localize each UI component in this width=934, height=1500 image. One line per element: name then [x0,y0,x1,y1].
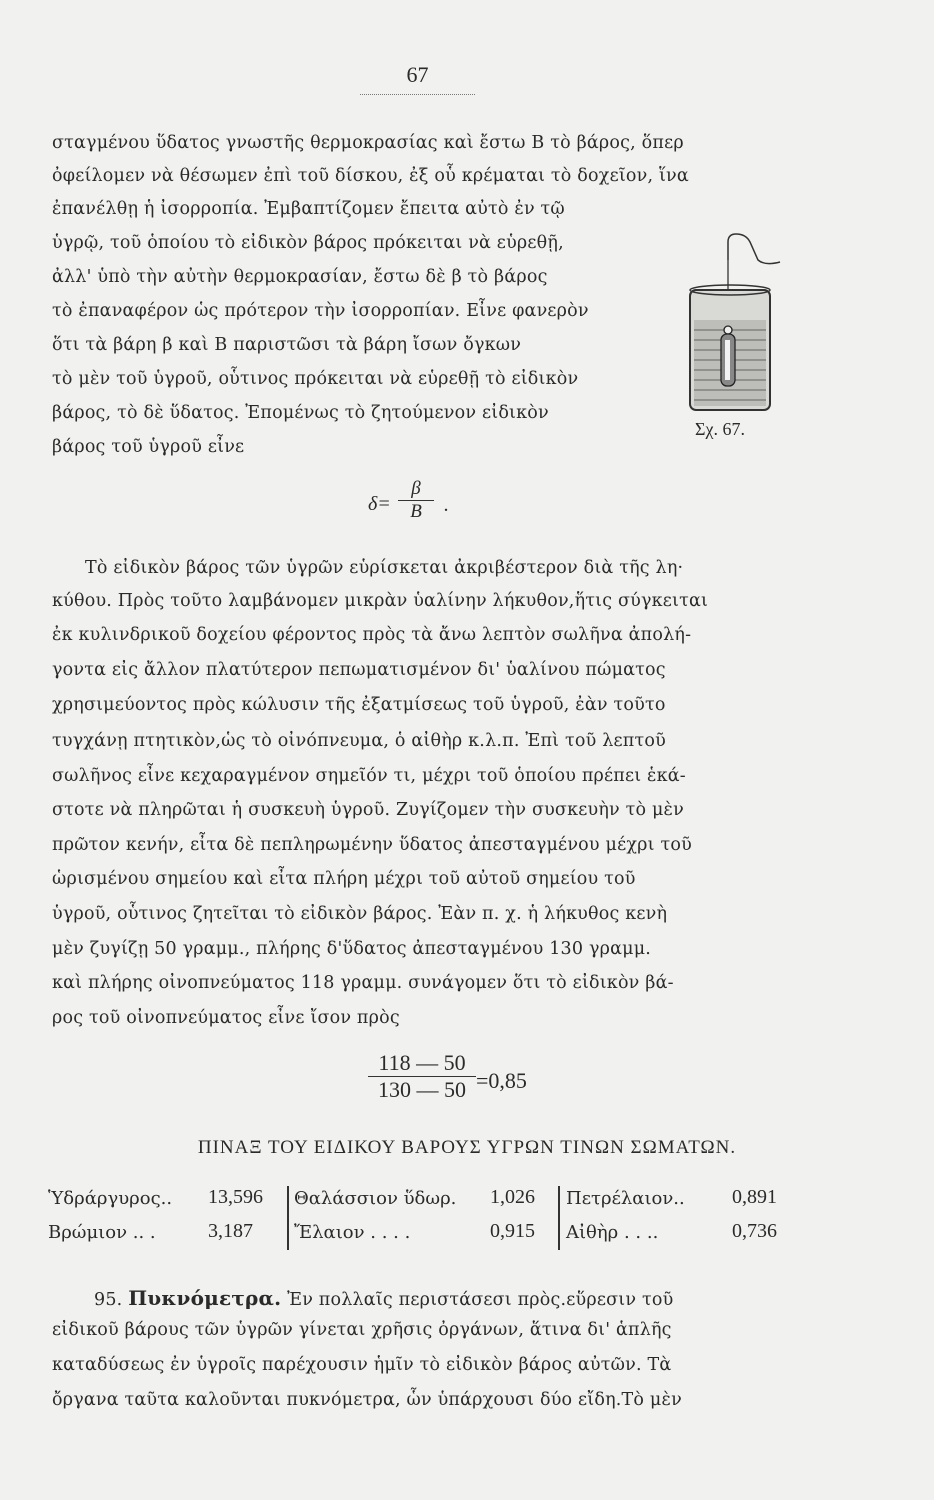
text-line: ὑγροῦ, οὗτινος ζητεῖται τὸ εἰδικὸν βάρος. Ἐὰν π. χ. ἡ λήκυθος κενὴ [52,904,668,924]
table-cell-value: 13,596 [208,1186,263,1208]
table-cell-name: Ἔλαιον . . . . [294,1222,411,1243]
table-cell-value: 0,736 [732,1220,777,1242]
table-cell-name: Πετρέλαιον.. [566,1188,685,1209]
table-cell-value: 0,891 [732,1186,777,1208]
text-line: στοτε νὰ πληρῶται ἡ συσκευὴ ὑγροῦ. Ζυγίζομεν τὴν συσκευὴν τὸ μὲν [52,800,684,820]
section-first-line [94,1286,673,1310]
text-line: καὶ πλήρης οἰνοπνεύματος 118 γραμμ. συνάγομεν ὅτι τὸ εἰδικὸν βά- [52,973,674,993]
formula-result: =0,85 [476,1068,527,1093]
page-number: 67 [360,62,475,95]
text-line: εἰδικοῦ βάρους τῶν ὑγρῶν γίνεται χρῆσις ὀργάνων, ἅτινα δι' ἁπλῆς [52,1320,672,1340]
table-title: ΠΙΝΑΞ ΤΟΥ ΕΙΔΙΚΟΥ ΒΑΡΟΥΣ ΥΓΡΩΝ ΤΙΝΩΝ ΣΩΜΑΤΩΝ. [197,1137,737,1158]
fraction-denominator: B [410,501,422,522]
fraction-numerator: β [398,478,434,501]
text-line: ἀλλ' ὑπὸ τὴν αὐτὴν θερμοκρασίαν, ἔστω δὲ β τὸ βάρος [52,267,548,287]
text-line: μὲν ζυγίζῃ 50 γραμμ., πλήρης δ'ὕδατος ἀπεσταγμένου 130 γραμμ. [52,939,652,959]
table-cell-name: Ὑδράργυρος.. [48,1188,173,1209]
text-line: πρῶτον κενήν, εἶτα δὲ πεπληρωμένην ὕδατος ἀπεσταγμένου μέχρι τοῦ [52,835,692,855]
text-line: βάρος, τὸ δὲ ὕδατος. Ἐπομένως τὸ ζητούμενον εἰδικὸν [52,403,549,423]
formula-lhs: δ= [368,493,391,515]
formula-fraction [398,478,434,523]
figure-caption: Σχ. 67. [695,419,745,439]
column-divider [287,1186,289,1250]
table-cell-name: Αἰθὴρ . . .. [566,1222,659,1243]
text-line: ἐκ κυλινδρικοῦ δοχείου φέροντος πρὸς τὰ ἄνω λεπτὸν σωλῆνα ἀπολή- [52,625,692,645]
text-line: ὑγρῷ, τοῦ ὁποίου τὸ εἰδικὸν βάρος πρόκειται νὰ εὑρεθῇ, [52,233,564,253]
text-line: ὡρισμένου σημείου καὶ εἶτα πλήρη μέχρι τοῦ αὐτοῦ σημείου τοῦ [52,869,636,889]
formula-period: . [444,494,449,516]
fraction-denominator: 130 — 50 [378,1077,466,1102]
text-line: σωλῆνος εἶνε κεχαραγμένον σημεῖόν τι, μέχρι τοῦ ὁποίου πρέπει ἑκά- [52,766,686,786]
text-line: ρος τοῦ οἰνοπνεύματος εἶνε ἴσον πρὸς [52,1008,400,1028]
text-line: Τὸ εἰδικὸν βάρος τῶν ὑγρῶν εὑρίσκεται ἀκριβέστερον διὰ τῆς λη· [85,558,684,578]
text-line: ὄργανα ταῦτα καλοῦνται πυκνόμετρα, ὧν ὑπάρχουσι δύο εἴδη.Τὸ μὲν [52,1390,682,1410]
text-line: τὸ ἐπαναφέρον ὡς πρότερον τὴν ἰσορροπίαν. Εἶνε φανερὸν [52,301,589,321]
figure-67-illustration [670,230,800,420]
text-line: ὀφείλομεν νὰ θέσωμεν ἐπὶ τοῦ δίσκου, ἐξ οὗ κρέμαται τὸ δοχεῖον, ἵνα [52,166,689,186]
table-cell-value: 1,026 [490,1186,535,1208]
text-line: χρησιμεύοντος πρὸς κώλυσιν τῆς ἐξατμίσεως τοῦ ὑγροῦ, ἐὰν τοῦτο [52,695,666,715]
section-number: 95. [94,1290,123,1310]
section-heading: Πυκνόμετρα. [128,1286,282,1310]
text-line: καταδύσεως ἐν ὑγροῖς παρέχουσιν ἡμῖν τὸ εἰδικὸν βάρος αὐτῶν. Τὰ [52,1355,672,1375]
text-line: σταγμένου ὕδατος γνωστῆς θερμοκρασίας καὶ ἔστω Β τὸ βάρος, ὅπερ [52,133,684,153]
column-divider [558,1186,560,1250]
formula-fraction [368,1050,476,1103]
text-line: βάρος τοῦ ὑγροῦ εἶνε [52,437,245,457]
text-line: ἐπανέλθῃ ἡ ἰσορροπία. Ἐμβαπτίζομεν ἔπειτα αὐτὸ ἐν τῷ [52,199,565,219]
table-cell-value: 3,187 [208,1220,253,1242]
text-line: τὸ μὲν τοῦ ὑγροῦ, οὗτινος πρόκειται νὰ εὑρεθῇ τὸ εἰδικὸν [52,369,579,389]
fraction-numerator: 118 — 50 [368,1050,476,1077]
section-first-line-text: Ἐν πολλαῖς περιστάσεσι πρὸς.εὕρεσιν τοῦ [287,1290,674,1310]
table-cell-value: 0,915 [490,1220,535,1242]
table-cell-name: Θαλάσσιον ὕδωρ. [294,1188,457,1209]
table-cell-name: Βρώμιον .. . [48,1222,156,1243]
text-line: κύθου. Πρὸς τοῦτο λαμβάνομεν μικρὰν ὑαλίνην λήκυθον,ἥτις σύγκειται [52,591,709,611]
text-line: ὅτι τὰ βάρη β καὶ Β παριστῶσι τὰ βάρη ἴσων ὄγκων [52,335,522,355]
text-line: τυγχάνῃ πτητικὸν,ὡς τὸ οἰνόπνευμα, ὁ αἰθὴρ κ.λ.π. Ἐπὶ τοῦ λεπτοῦ [52,731,666,751]
text-line: γοντα εἰς ἄλλον πλατύτερον πεπωματισμένον δι' ὑαλίνου πώματος [52,660,666,680]
